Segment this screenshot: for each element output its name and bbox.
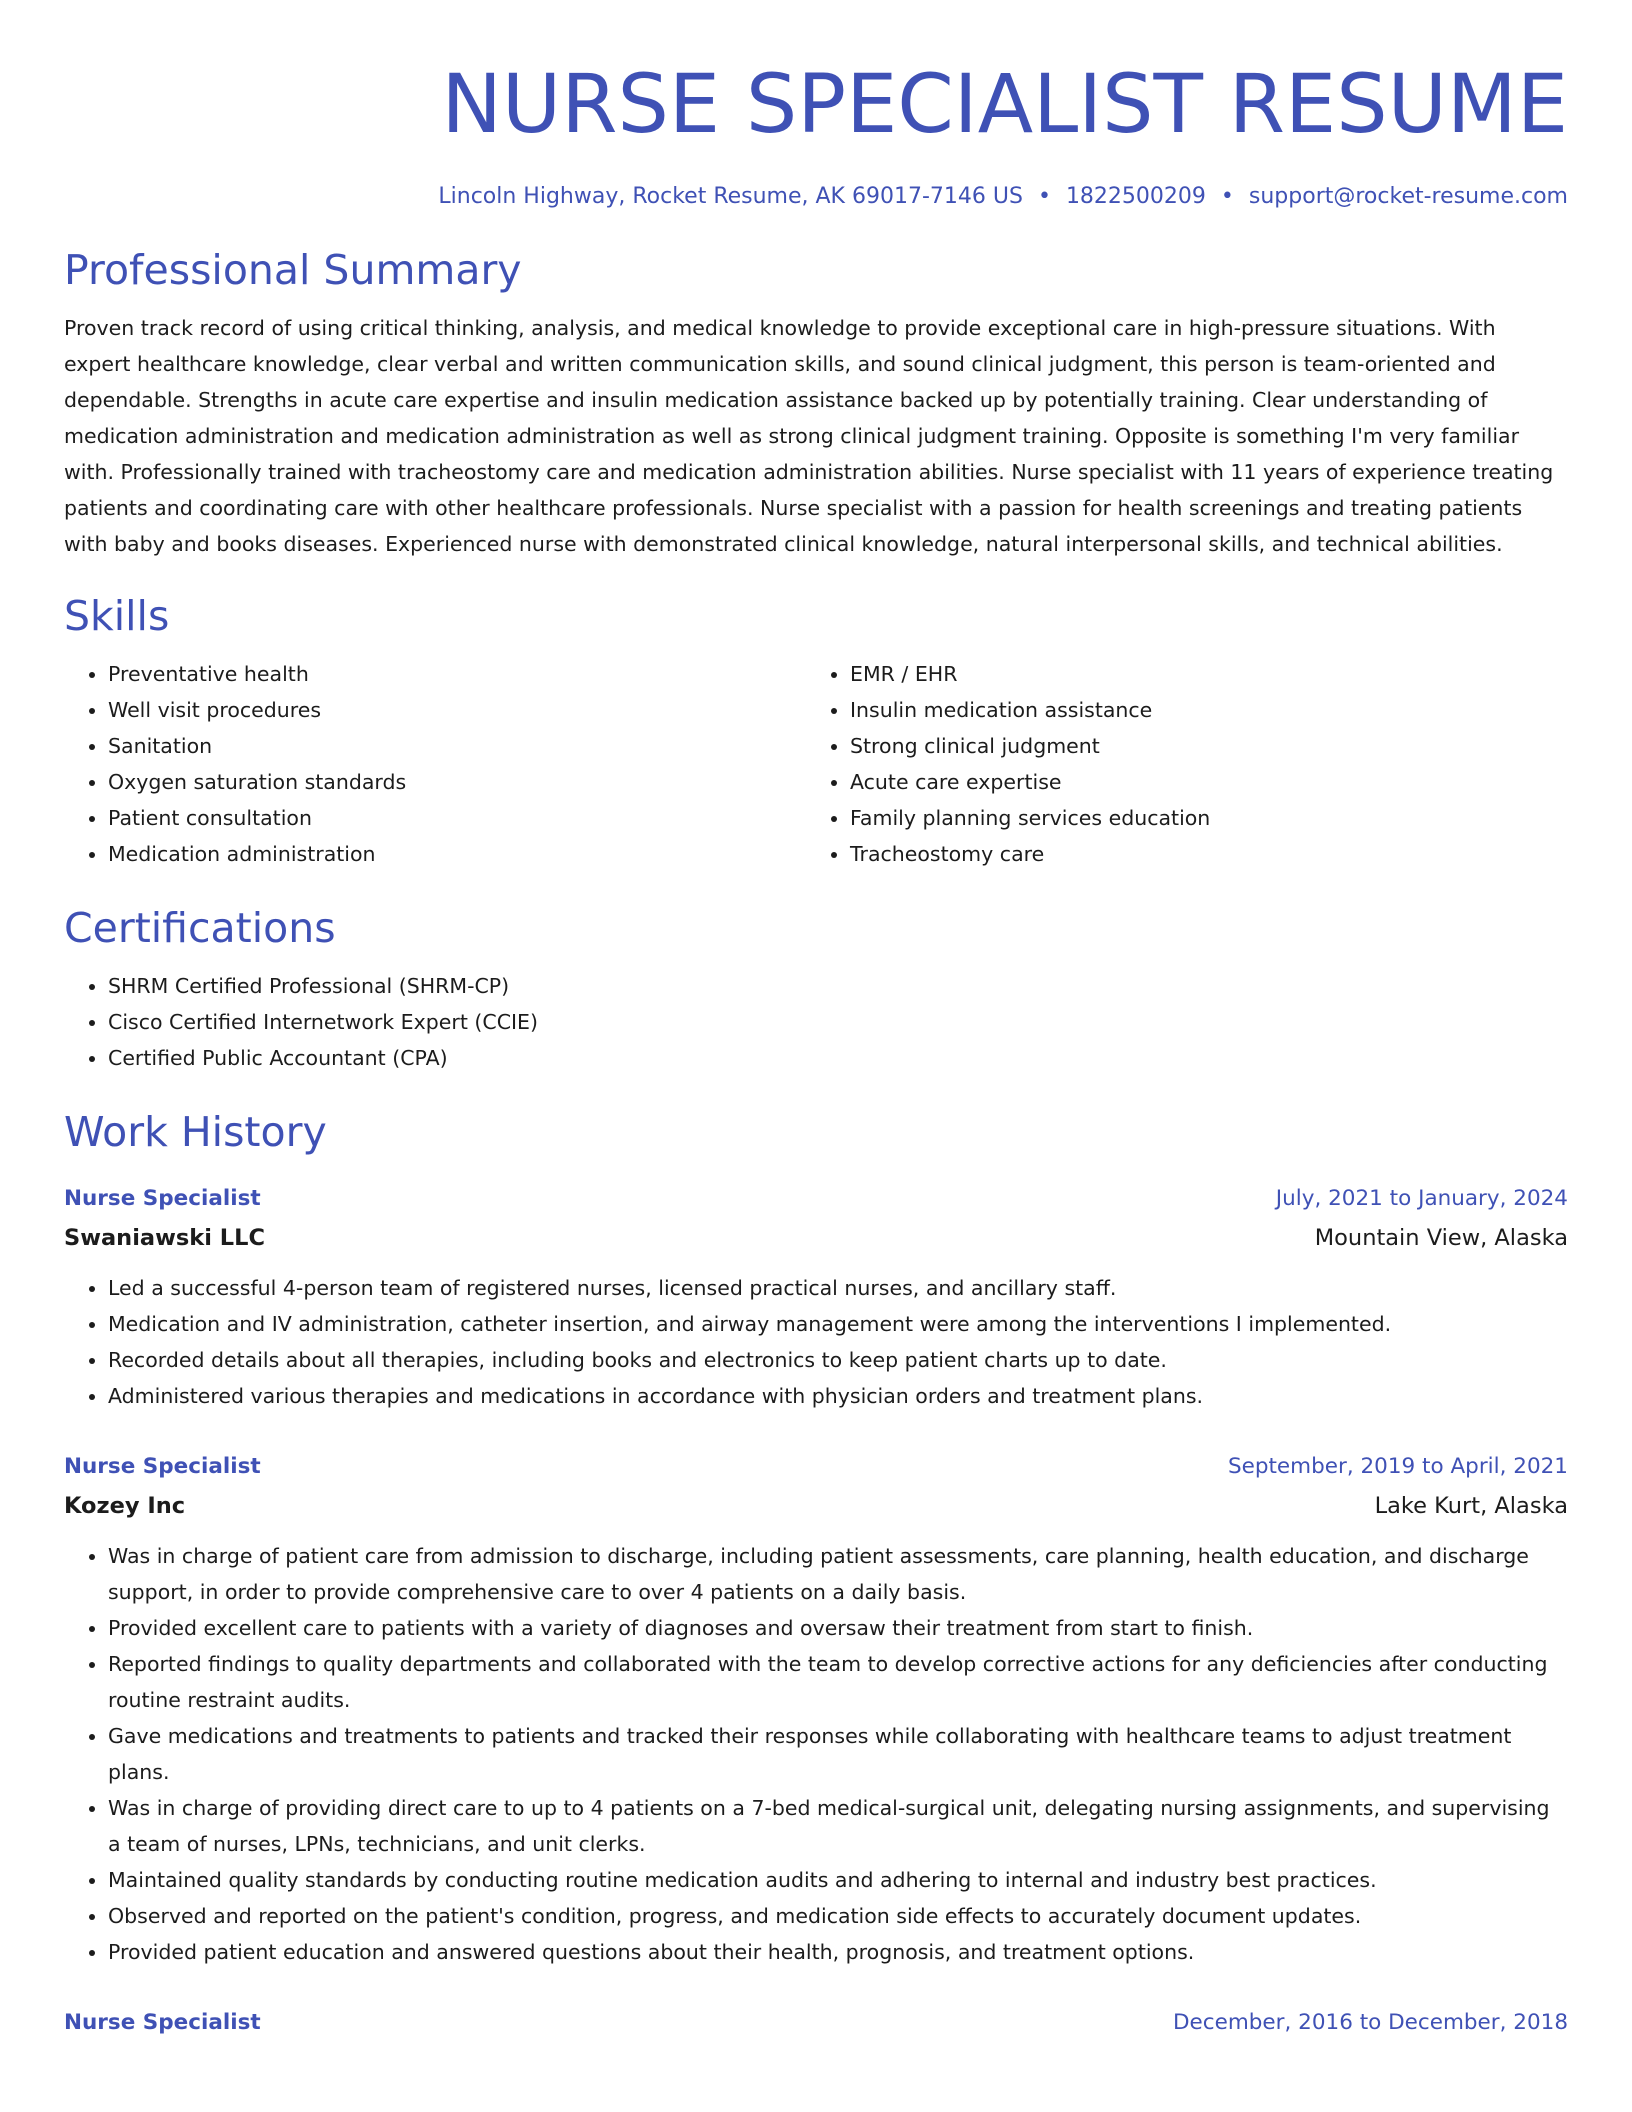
job-duty: • Gave medications and treatments to patients and tracked their responses while collaborating with healthcare teams to adjust treatment plans.: [108, 1718, 1568, 1790]
certification-item: • SHRM Certified Professional (SHRM-CP): [108, 968, 1568, 1004]
job-title: Nurse Specialist: [64, 1186, 261, 1211]
job-entry: [64, 1180, 1568, 1414]
job-company-row: [64, 1218, 1568, 1258]
job-entry: [64, 1448, 1568, 1970]
skill-item: • Strong clinical judgment: [850, 728, 1548, 764]
job-dates: December, 2016 to December, 2018: [1173, 2010, 1568, 2035]
section-heading: Work History: [64, 1108, 327, 1156]
skill-item: • Preventative health: [108, 656, 806, 692]
skill-item: • Medication administration: [108, 836, 806, 872]
section-heading: Certifications: [64, 904, 336, 952]
skills-list: [806, 656, 1548, 872]
job-company: Swaniawski LLC: [64, 1225, 265, 1251]
work-history-section: [64, 1104, 1568, 2042]
job-duties-list: [64, 1270, 1568, 1414]
resume-title: NURSE SPECIALIST RESUME: [441, 58, 1568, 152]
skills-column-left: [64, 656, 806, 872]
contact-phone: 1822500209: [1065, 184, 1206, 209]
job-duty: • Administered various therapies and medications in accordance with physician orders and treatment plans.: [108, 1378, 1568, 1414]
job-company: Kozey Inc: [64, 1493, 186, 1519]
skill-item: • Oxygen saturation standards: [108, 764, 806, 800]
skills-column-right: [806, 656, 1548, 872]
job-duty: • Was in charge of patient care from admission to discharge, including patient assessments, care planning, health education, and discharge support, in order to provide comprehensive care to over 4 patients on a daily basis.: [108, 1538, 1568, 1610]
skills-section: [64, 588, 1568, 872]
job-duty: • Medication and IV administration, catheter insertion, and airway management were among the interventions I implemented.: [108, 1306, 1568, 1342]
job-duty: • Reported findings to quality departments and collaborated with the team to develop corrective actions for any deficiencies after conducting routine restraint audits.: [108, 1646, 1568, 1718]
job-title: Nurse Specialist: [64, 2010, 261, 2035]
job-dates: September, 2019 to April, 2021: [1227, 1454, 1568, 1479]
job-duty: • Was in charge of providing direct care to up to 4 patients on a 7-bed medical-surgical unit, delegating nursing assignments, and supervising a team of nurses, LPNs, technicians, and unit clerks.: [108, 1790, 1568, 1862]
job-duties-list: [64, 1538, 1568, 1970]
skill-item: • Well visit procedures: [108, 692, 806, 728]
skill-item: • Family planning services education: [850, 800, 1548, 836]
resume-header: [64, 50, 1568, 214]
contact-email: support@rocket-resume.com: [1248, 184, 1568, 209]
contact-line: [64, 180, 1568, 214]
summary-text: Proven track record of using critical thinking, analysis, and medical knowledge to provide exceptional care in high-pressure situations. With expert healthcare knowledge, clear verbal and written communication skills, and sound clinical judgment, this person is team-oriented and dependable. Strengths in acute care expertise and insulin medication assistance backed up by potentially training. Clear understanding of medication administration and medication administration as well as strong clinical judgment training. Opposite is something I'm very familiar with. Professionally trained with tracheostomy care and medication administration abilities. Nurse specialist with 11 years of experience treating patients and coordinating care with other healthcare professionals. Nurse specialist with a passion for health screenings and treating patients with baby and books diseases. Experienced nurse with demonstrated clinical knowledge, natural interpersonal skills, and technical abilities.: [64, 316, 1554, 556]
section-heading: Professional Summary: [64, 246, 522, 294]
skill-item: • Acute care expertise: [850, 764, 1548, 800]
skills-list: [64, 656, 806, 872]
job-entry: [64, 2004, 1568, 2042]
skill-item: • EMR / EHR: [850, 656, 1548, 692]
certification-item: • Cisco Certified Internetwork Expert (CCIE): [108, 1004, 1568, 1040]
certifications-section: [64, 900, 1568, 1076]
job-title: Nurse Specialist: [64, 1454, 261, 1479]
skill-item: • Tracheostomy care: [850, 836, 1548, 872]
job-duty: • Observed and reported on the patient's condition, progress, and medication side effects to accurately document updates.: [108, 1898, 1568, 1934]
skill-item: • Insulin medication assistance: [850, 692, 1548, 728]
skills-grid: [64, 656, 1568, 872]
certification-item: • Certified Public Accountant (CPA): [108, 1040, 1568, 1076]
job-company-row: [64, 1486, 1568, 1526]
skill-item: • Sanitation: [108, 728, 806, 764]
job-title-row: [64, 1448, 1568, 1486]
job-dates: July, 2021 to January, 2024: [1275, 1186, 1568, 1211]
certifications-list: [64, 968, 1568, 1076]
skill-item: • Patient consultation: [108, 800, 806, 836]
section-heading: Skills: [64, 592, 170, 640]
job-location: Mountain View, Alaska: [1314, 1225, 1568, 1251]
job-duty: • Maintained quality standards by conducting routine medication audits and adhering to internal and industry best practices.: [108, 1862, 1568, 1898]
contact-separator: •: [1037, 184, 1051, 209]
job-title-row: [64, 1180, 1568, 1218]
contact-address: Lincoln Highway, Rocket Resume, AK 69017-7146 US: [438, 184, 1023, 209]
professional-summary-section: [64, 242, 1568, 562]
job-location: Lake Kurt, Alaska: [1374, 1493, 1568, 1519]
job-duty: • Led a successful 4-person team of registered nurses, licensed practical nurses, and ancillary staff.: [108, 1270, 1568, 1306]
job-duty: • Provided excellent care to patients with a variety of diagnoses and oversaw their treatment from start to finish.: [108, 1610, 1568, 1646]
job-title-row: [64, 2004, 1568, 2042]
contact-separator: •: [1220, 184, 1234, 209]
job-duty: • Provided patient education and answered questions about their health, prognosis, and treatment options.: [108, 1934, 1568, 1970]
job-duty: • Recorded details about all therapies, including books and electronics to keep patient charts up to date.: [108, 1342, 1568, 1378]
